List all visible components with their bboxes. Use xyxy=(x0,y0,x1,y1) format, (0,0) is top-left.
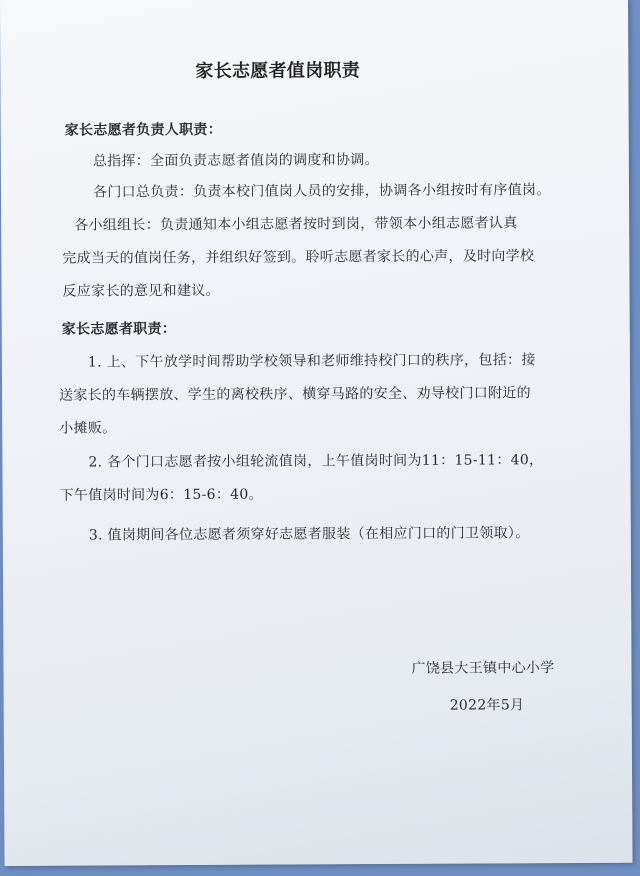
paragraph-line: 送家长的车辆摆放、学生的离校秩序、横穿马路的安全、劝导校门口附近的 xyxy=(59,385,532,404)
document-title: 家长志愿者值岗职责 xyxy=(195,60,361,82)
signature-date: 2022年5月 xyxy=(449,697,525,714)
paragraph-line: 完成当天的值岗任务，并组织好签到。聆听志愿者家长的心声，及时向学校 xyxy=(62,248,535,267)
paragraph-line: 小摊贩。 xyxy=(59,420,117,437)
paragraph-line: 各小组组长：负责通知本小组志愿者按时到岗，带领本小组志愿者认真 xyxy=(74,215,518,234)
paragraph-line: 2. 各个门口志愿者按小组轮流值岗，上午值岗时间为11：15-11：40， xyxy=(88,452,544,471)
paragraph-line: 1. 上、下午放学时间帮助学校领导和老师维持校门口的秩序，包括：接 xyxy=(87,352,536,371)
paragraph-line: 3. 值岗期间各位志愿者须穿好志愿者服装（在相应门口的门卫领取）。 xyxy=(88,525,530,544)
signature-school: 广饶县大王镇中心小学 xyxy=(411,660,555,677)
section-heading-leaders: 家长志愿者负责人职责： xyxy=(64,121,223,139)
paragraph-line: 总指挥：全面负责志愿者值岗的调度和协调。 xyxy=(92,152,379,170)
paragraph-line: 各门口总负责：负责本校门值岗人员的安排，协调各小组按时有序值岗。 xyxy=(92,182,551,201)
paragraph-line: 下午值岗时间为6：15-6：40。 xyxy=(59,486,263,504)
section-heading-volunteers: 家长志愿者职责： xyxy=(61,321,177,338)
paragraph-line: 反应家长的意见和建议。 xyxy=(62,282,220,300)
